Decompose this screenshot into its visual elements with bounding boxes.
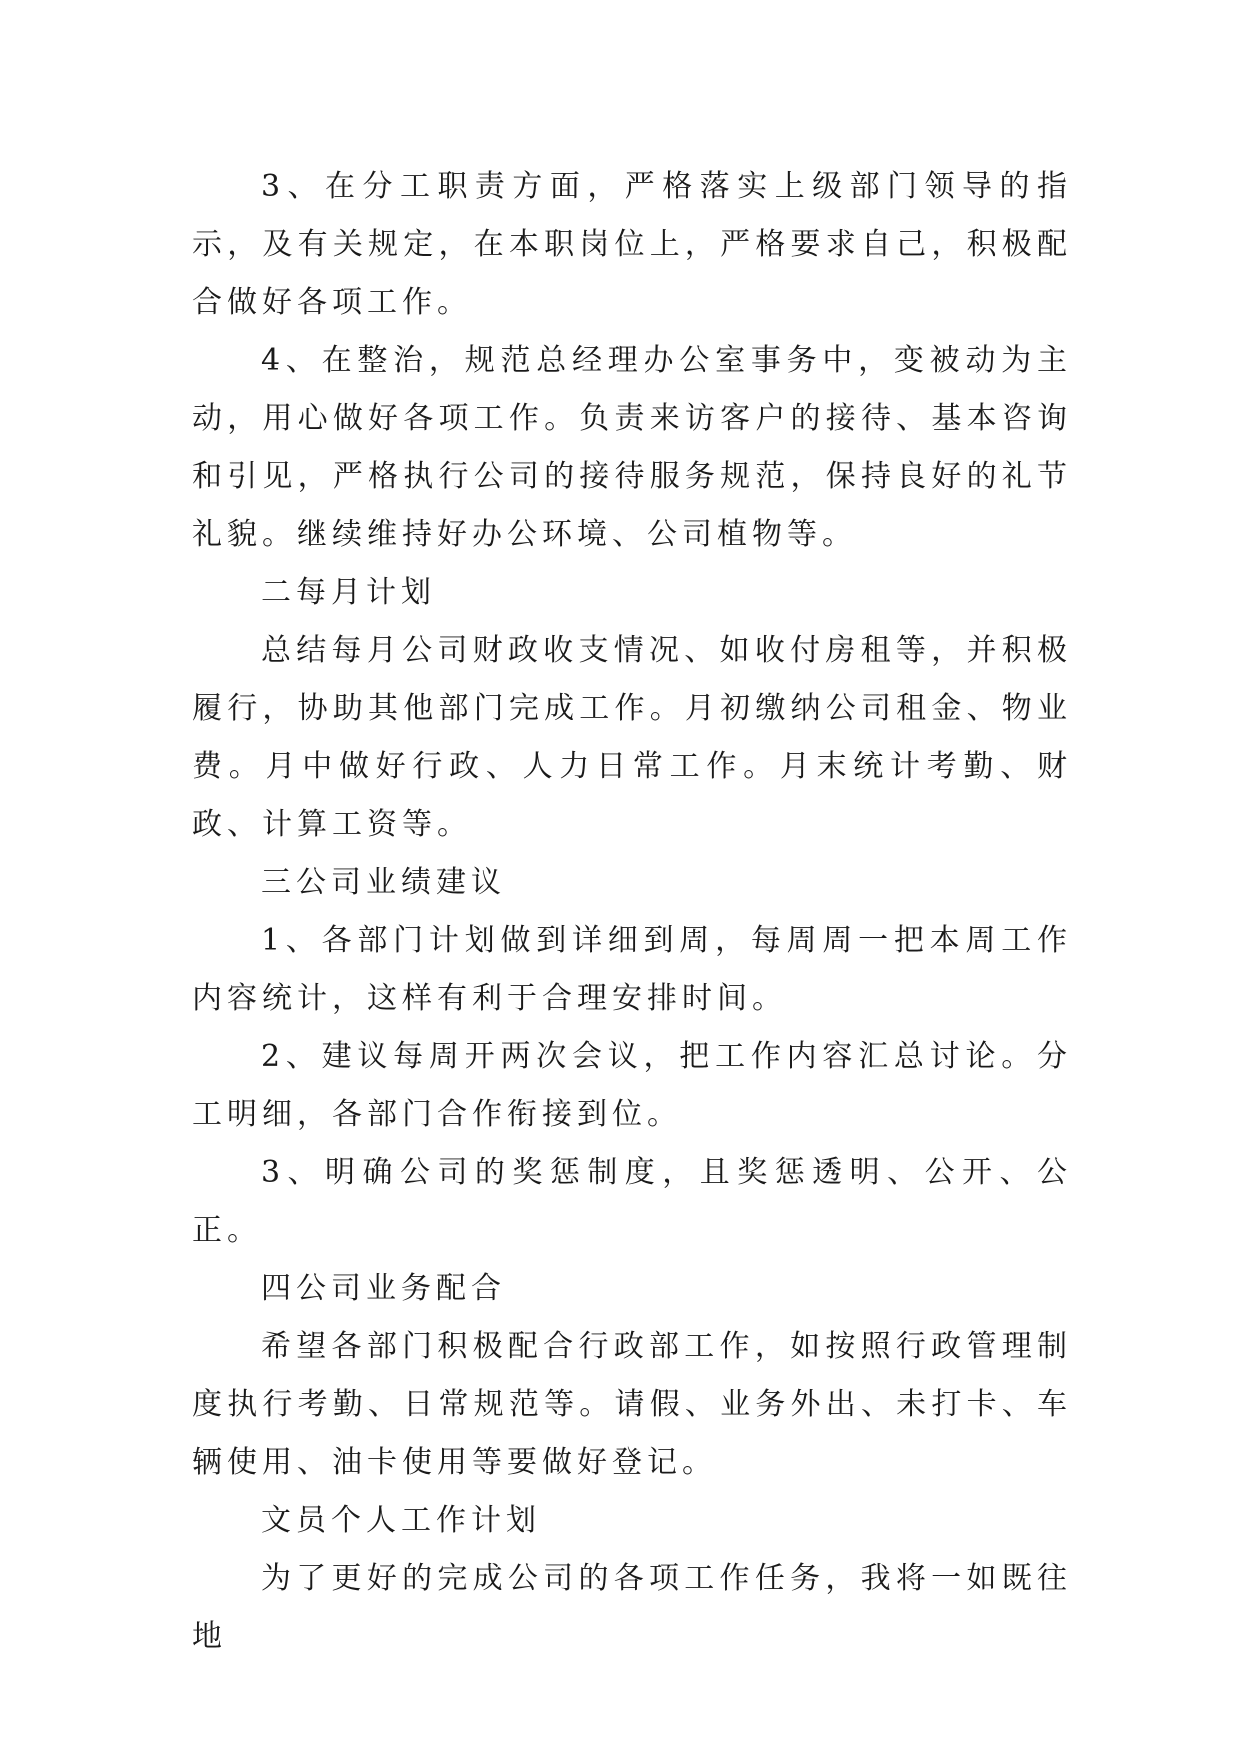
paragraph-duty-4: 4、在整治，规范总经理办公室事务中，变被动为主动，用心做好各项工作。负责来访客户的接待、基本咨询和引见，严格执行公司的接待服务规范，保持良好的礼节礼貌。继续维持好办公环境、公司植物等。 <box>192 343 1072 552</box>
section-heading-monthly-plan: 二每月计划 <box>261 575 436 610</box>
paragraph-suggestion-2: 2、建议每周开两次会议，把工作内容汇总讨论。分工明细，各部门合作衔接到位。 <box>192 1039 1072 1132</box>
paragraph-business-cooperation: 希望各部门积极配合行政部工作，如按照行政管理制度执行考勤、日常规范等。请假、业务外出、未打卡、车辆使用、油卡使用等要做好登记。 <box>192 1329 1072 1480</box>
paragraph-suggestion-3: 3、明确公司的奖惩制度，且奖惩透明、公开、公正。 <box>192 1155 1072 1248</box>
paragraph-monthly-plan: 总结每月公司财政收支情况、如收付房租等，并积极履行，协助其他部门完成工作。月初缴纳公司租金、物业费。月中做好行政、人力日常工作。月末统计考勤、财政、计算工资等。 <box>192 633 1072 842</box>
section-heading-performance-suggestions: 三公司业绩建议 <box>261 865 506 900</box>
section-heading-clerk-work-plan: 文员个人工作计划 <box>261 1503 541 1538</box>
section-heading-business-cooperation: 四公司业务配合 <box>261 1271 506 1306</box>
paragraph-duty-3: 3、在分工职责方面，严格落实上级部门领导的指示，及有关规定，在本职岗位上，严格要求自己，积极配合做好各项工作。 <box>192 169 1072 320</box>
document-page <box>192 158 1072 1666</box>
paragraph-suggestion-1: 1、各部门计划做到详细到周，每周周一把本周工作内容统计，这样有利于合理安排时间。 <box>192 923 1072 1016</box>
paragraph-clerk-intro: 为了更好的完成公司的各项工作任务，我将一如既往地 <box>192 1561 1072 1654</box>
